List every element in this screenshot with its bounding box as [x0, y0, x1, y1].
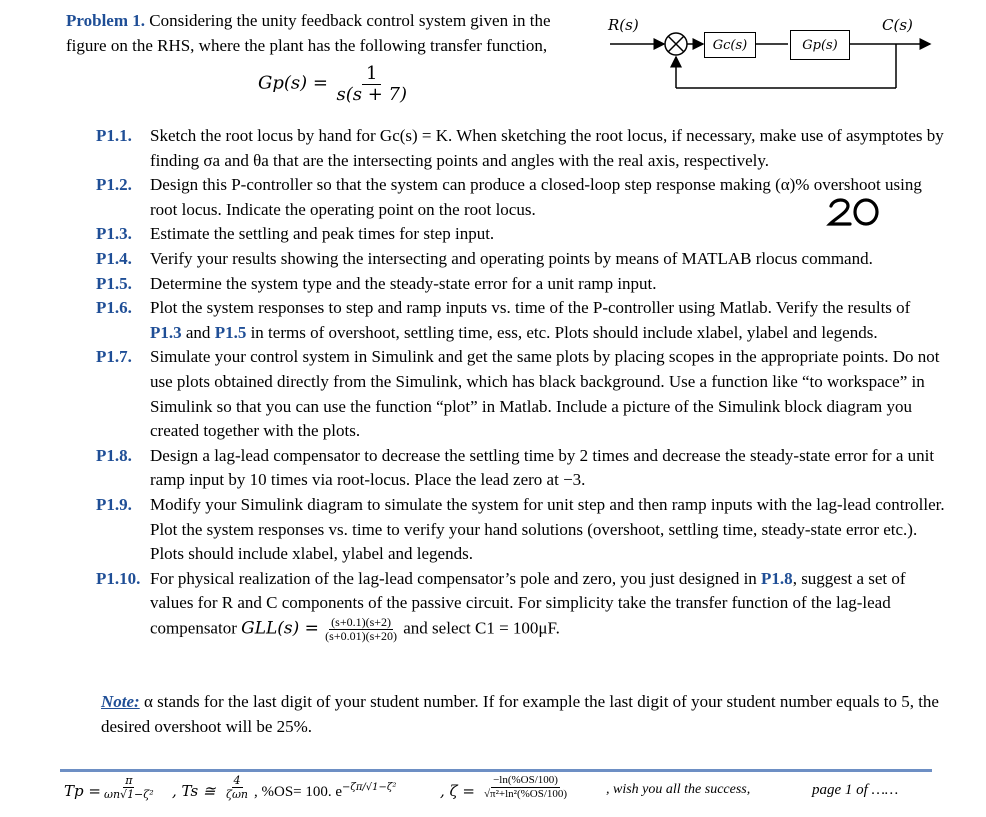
problem-item	[96, 124, 946, 173]
problem-item-text: Estimate the settling and peak times for step input.	[150, 224, 495, 244]
ts-denominator: ζωn	[226, 788, 249, 801]
tp-lhs: Tp =	[64, 782, 101, 800]
plant-eq-lhs: Gp(s) =	[258, 72, 328, 94]
plant-block	[790, 30, 850, 60]
problem-text-part: and	[181, 322, 215, 342]
note-label: Note:	[101, 692, 140, 711]
ts-lhs: , Ts ≅	[172, 782, 216, 800]
problem-item	[96, 493, 946, 567]
ts-frac	[224, 774, 250, 801]
plant-eq-numerator: 1	[362, 64, 381, 85]
problem-text-part: , suggest a set of values for R and C components of the passive circuit. For simplicity take the transfer function of the lag-lead compensator	[150, 568, 906, 638]
zeta-lhs: , ζ =	[440, 782, 476, 800]
problem-item	[96, 272, 946, 297]
problem-item-label: P1.2.	[96, 175, 132, 195]
problem-item	[96, 444, 946, 493]
problem-text-part: and select C1 = 100μF.	[399, 618, 560, 638]
problem-label: Problem 1.	[66, 11, 146, 30]
page-number: page 1 of ……	[812, 782, 899, 798]
zeta-numerator: −ln(%OS/100)	[493, 774, 558, 786]
tp-fraction	[102, 774, 156, 801]
problem-text-part: in terms of overshoot, settling time, ess, etc. Plots should include xlabel, ylabel and legends.	[246, 322, 878, 342]
problem-item-label: P1.9.	[96, 494, 132, 514]
problem-item-label: P1.7.	[96, 347, 132, 367]
problem-item	[96, 345, 946, 443]
problem-item-label: P1.3.	[96, 224, 132, 244]
gll-lhs: GLL(s) =	[241, 618, 319, 639]
problem-reference: P1.3	[150, 322, 182, 342]
note-text: α stands for the last digit of your student number. If for example the last digit of your student number equals to 5, the desired overshoot will be 25%.	[101, 692, 939, 736]
problem-item-text: Design a lag-lead compensator to decrease the settling time by 2 times and decrease the steady-state error for a unit ramp input by 10 times via root-locus. Place the lead zero at −3.	[150, 445, 935, 490]
gll-denominator: (s+0.01)(s+20)	[325, 628, 398, 643]
os-text: , %OS= 100. e	[254, 784, 343, 800]
problem-item-label: P1.8.	[96, 445, 132, 465]
intro-line-1: Considering the unity feedback control system given in the	[145, 11, 551, 30]
problem-item	[96, 296, 946, 345]
gll-fraction	[323, 616, 399, 643]
problem-item-text: Verify your results showing the intersecting and operating points by means of MATLAB rlocus command.	[150, 248, 873, 268]
problem-item-label: P1.10.	[96, 568, 141, 588]
problem-item-text: Modify your Simulink diagram to simulate the system for unit step and then ramp inputs with the lag-lead controller. Plot the system responses vs. time to verify your hand solutions (overshoot, settling time, steady-state error etc.). Plots should include xlabel, ylabel and legends.	[150, 494, 945, 564]
problem-intro	[66, 8, 596, 58]
plant-label: Gp(s)	[802, 37, 838, 53]
problem-reference: P1.5	[214, 322, 247, 342]
ts-numerator: 4	[233, 774, 241, 787]
footer-formulas	[64, 774, 944, 814]
problem-item-label: P1.5.	[96, 273, 132, 293]
note	[101, 689, 951, 739]
problem-reference: P1.8	[761, 568, 793, 588]
zeta-fraction	[482, 774, 569, 801]
problem-item-label: P1.4.	[96, 248, 132, 268]
problem-item-text	[150, 296, 946, 345]
os-exponent: −ζπ/√1−ζ²	[342, 782, 397, 793]
intro-line-2: figure on the RHS, where the plant has the following transfer function,	[66, 36, 548, 55]
plant-eq-denominator: s(s + 7)	[336, 84, 407, 105]
zeta-denominator: √π²+ln²(%OS/100)	[484, 788, 568, 800]
problem-item-text: Simulate your control system in Simulink and get the same plots by placing scopes in the appropriate points. Do not use plots obtained directly from the Simulink, which has black background. Use a function like “to workspace” in Simulink so that you can use the function “plot” in Matlab. Include a picture of the Simulink block diagram you created together with the plots.	[150, 347, 940, 441]
problem-item-label: P1.6.	[96, 298, 132, 318]
os-formula	[254, 782, 396, 801]
problem-item	[96, 567, 946, 643]
footer-wish: , wish you all the success,	[606, 782, 751, 797]
ts-fraction	[224, 774, 250, 801]
problem-item	[96, 173, 946, 222]
plant-eq-fraction	[333, 64, 412, 105]
problem-list	[96, 124, 946, 643]
problem-item	[96, 247, 946, 272]
controller-block	[704, 32, 756, 58]
output-label: C(s)	[882, 16, 913, 34]
problem-item-text: Design this P-controller so that the system can produce a closed-loop step response making (α)% overshoot using root locus. Indicate the operating point on the root locus.	[150, 175, 922, 219]
problem-item	[96, 222, 946, 247]
footer-divider	[60, 769, 932, 772]
tp-denominator: ωn√1−ζ²	[104, 788, 154, 801]
problem-text-part: For physical realization of the lag-lead compensator’s pole and zero, you just designed in	[150, 568, 762, 588]
tp-numerator: π	[125, 774, 133, 787]
tp-frac	[102, 774, 156, 801]
problem-item-text: Sketch the root locus by hand for Gc(s) = K. When sketching the root locus, if necessary, make use of asymptotes by finding σa and θa that are the intersecting points and angles with the real axis, respectively.	[150, 126, 944, 170]
plant-transfer-function	[258, 64, 411, 114]
controller-label: Gc(s)	[712, 37, 748, 53]
gll-numerator: (s+0.1)(s+2)	[331, 614, 392, 629]
zeta-frac	[482, 774, 569, 801]
input-label: R(s)	[608, 16, 639, 34]
problem-item-text: Determine the system type and the steady-state error for a unit ramp input.	[150, 273, 657, 293]
problem-item-label: P1.1.	[96, 126, 132, 145]
problem-text-part: Plot the system responses to step and ramp inputs vs. time of the P-controller using Matlab. Verify the results of	[150, 298, 911, 318]
block-diagram	[600, 8, 980, 108]
problem-item-text	[150, 567, 946, 643]
